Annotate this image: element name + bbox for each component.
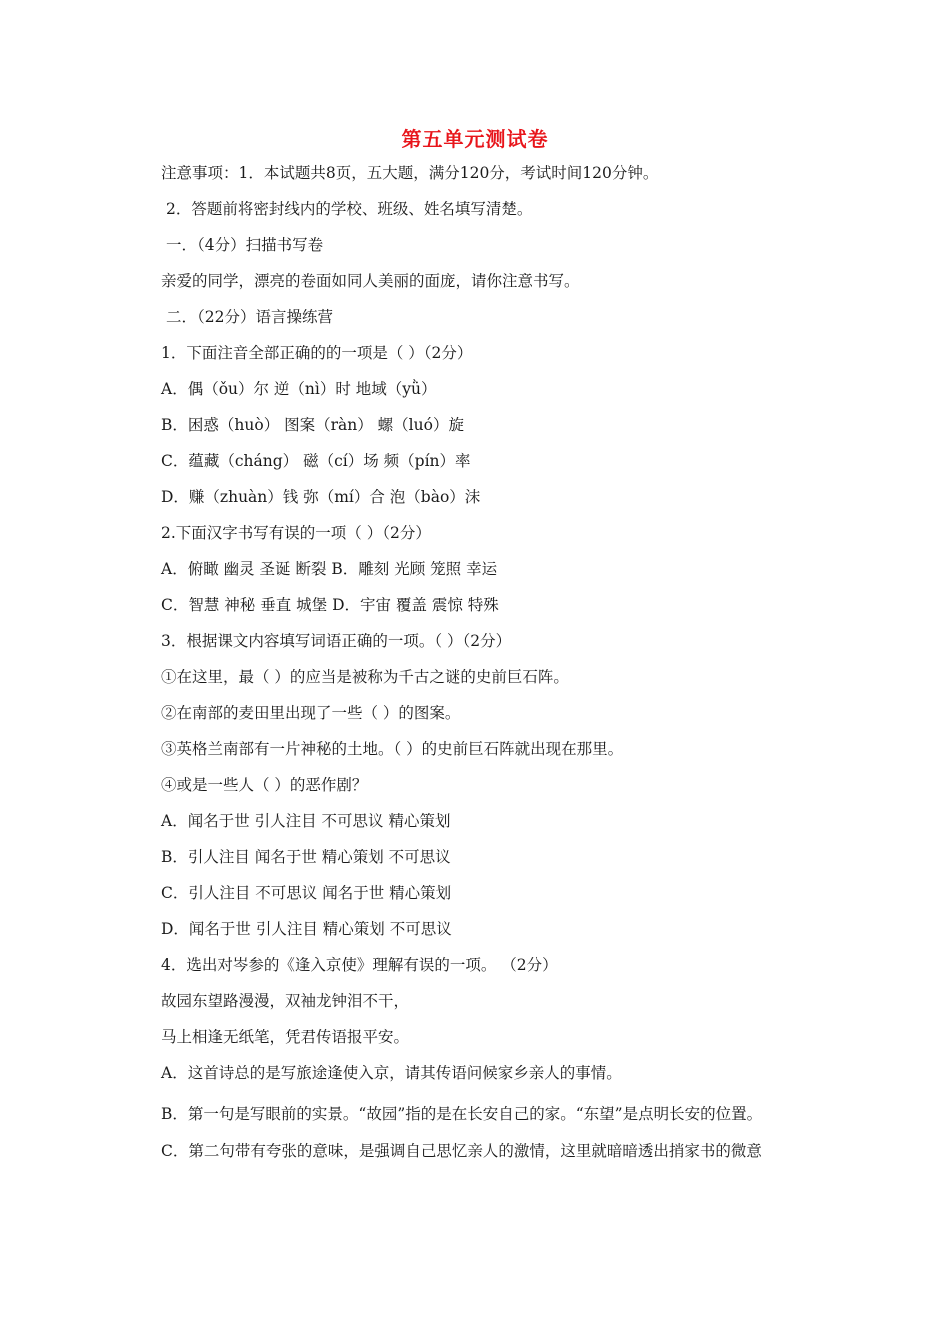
q1-option-d: D．赚（zhuàn）钱 弥（mí）合 泡（bào）沫 (161, 488, 481, 506)
poem-line-2: 马上相逢无纸笔，凭君传语报平安。 (161, 1028, 410, 1046)
q3-blank-3: ③英格兰南部有一片神秘的土地。（ ）的史前巨石阵就出现在那里。 (161, 740, 624, 758)
section-two-heading: 二．（22分）语言操练营 (166, 308, 333, 326)
q3-blank-4: ④或是一些人（ ）的恶作剧？ (161, 776, 368, 794)
q1-option-a: A．偶（ǒu）尔 逆（nì）时 地域（yǜ） (161, 380, 437, 398)
question-4: 4．选出对岑参的《逢入京使》理解有误的一项。 （2分） (161, 956, 558, 974)
q3-blank-1: ①在这里，最（ ）的应当是被称为千古之谜的史前巨石阵。 (161, 668, 569, 686)
question-2: 2.下面汉字书写有误的一项（ ）（2分） (161, 524, 431, 542)
q3-option-b: B．引人注目 闻名于世 精心策划 不可思议 (161, 848, 451, 866)
document-body (0, 160, 950, 1170)
q1-option-b: B．困惑（huò） 图案（ràn） 螺（luó）旋 (161, 416, 464, 434)
q1-option-c: C．蕴藏（cháng） 磁（cí）场 频（pín）率 (161, 452, 471, 470)
q2-options-cd: C．智慧 神秘 垂直 城堡 D．宇宙 覆盖 震惊 特殊 (161, 596, 499, 614)
page-title: 第五单元测试卷 (401, 127, 549, 151)
q3-option-d: D．闻名于世 引人注目 精心策划 不可思议 (161, 920, 452, 938)
q4-option-b: B．第一句是写眼前的实景。“故园”指的是在长安自己的家。“东望”是点明长安的位置。 (161, 1105, 763, 1123)
q3-option-c: C．引人注目 不可思议 闻名于世 精心策划 (161, 884, 452, 902)
notice-line-1: 注意事项：1．本试题共8页，五大题，满分120分，考试时间120分钟。 (161, 164, 659, 182)
q4-option-c: C．第二句带有夸张的意味，是强调自己思忆亲人的激情，这里就暗暗透出捎家书的微意 (161, 1142, 762, 1160)
q2-options-ab: A．俯瞰 幽灵 圣诞 断裂 B．雕刻 光顾 笼照 幸运 (161, 560, 498, 578)
question-1: 1．下面注音全部正确的的一项是（ ）（2分） (161, 344, 473, 362)
question-3: 3．根据课文内容填写词语正确的一项。（ ）（2分） (161, 632, 512, 650)
section-one-text: 亲爱的同学，漂亮的卷面如同人美丽的面庞，请你注意书写。 (161, 272, 580, 290)
q3-option-a: A．闻名于世 引人注目 不可思议 精心策划 (161, 812, 451, 830)
q3-blank-2: ②在南部的麦田里出现了一些（ ）的图案。 (161, 704, 461, 722)
notice-line-2: 2．答题前将密封线内的学校、班级、姓名填写清楚。 (166, 200, 533, 218)
section-one-heading: 一．（4分）扫描书写卷 (166, 236, 324, 254)
q4-option-a: A．这首诗总的是写旅途逢使入京，请其传语问候家乡亲人的事情。 (161, 1064, 622, 1082)
poem-line-1: 故园东望路漫漫，双袖龙钟泪不干， (161, 992, 410, 1010)
